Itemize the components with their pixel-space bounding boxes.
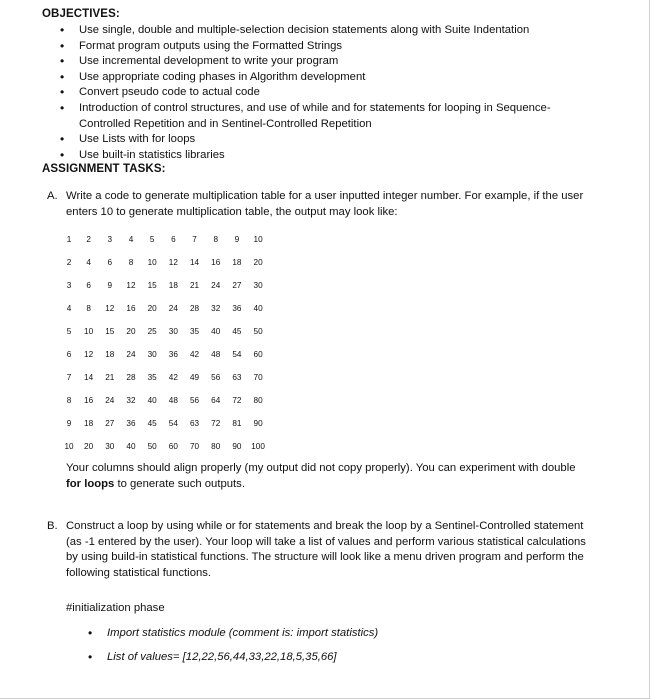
table-cell: 42: [189, 350, 200, 359]
table-cell: 16: [211, 258, 221, 267]
table-cell: 56: [189, 396, 200, 405]
table-cell: 8: [66, 396, 72, 405]
table-cell: 8: [213, 235, 218, 244]
table-cell: 72: [211, 419, 221, 428]
table-cell: 21: [189, 281, 200, 290]
table-cell: 20: [84, 442, 94, 451]
initialization-list: [88, 626, 378, 674]
table-cell: 30: [168, 327, 178, 336]
table-cell: 10: [84, 327, 94, 336]
table-cell: 24: [105, 396, 115, 405]
table-cell: 2: [66, 258, 72, 267]
table-cell: 63: [189, 419, 200, 428]
table-cell: 45: [232, 327, 242, 336]
table-cell: 18: [232, 258, 242, 267]
table-cell: 24: [211, 281, 221, 290]
table-cell: 8: [128, 258, 134, 267]
table-cell: 12: [84, 350, 94, 359]
table-cell: 54: [232, 350, 242, 359]
table-cell: 50: [147, 442, 157, 451]
task-b-line-3: by using build-in statistical functions. The structure will look like a menu driven program and perform the: [66, 551, 584, 564]
table-row: [60, 389, 269, 412]
table-cell: 32: [211, 304, 221, 313]
task-b-label: B.: [47, 520, 58, 532]
task-a-line-1: Write a code to generate multiplication table for a user inputted integer number. For example, if the user: [66, 190, 584, 202]
table-cell: 12: [126, 281, 136, 290]
list-item: • Use built-in statistics libraries: [60, 148, 620, 164]
table-cell: 9: [66, 419, 72, 428]
table-cell: 36: [168, 350, 178, 359]
table-row: [60, 251, 269, 274]
table-cell: 10: [64, 442, 74, 451]
table-cell: 90: [253, 419, 263, 428]
table-cell: 20: [253, 258, 263, 267]
table-cell: 21: [105, 373, 115, 382]
table-cell: 28: [126, 373, 136, 382]
table-cell: 70: [189, 442, 200, 451]
table-cell: 40: [253, 304, 263, 313]
table-cell: 4: [128, 235, 134, 244]
table-cell: 25: [147, 327, 157, 336]
table-cell: 16: [84, 396, 94, 405]
table-row: [60, 228, 269, 251]
task-a-line-2: enters 10 to generate multiplication table, the output may look like:: [66, 205, 398, 218]
table-cell: 49: [189, 373, 200, 382]
table-cell: 48: [168, 396, 178, 405]
table-cell: 40: [147, 396, 157, 405]
table-cell: 2: [86, 235, 91, 244]
assignment-heading: ASSIGNMENT TASKS:: [42, 163, 166, 175]
table-cell: 27: [105, 419, 115, 428]
list-item: • Convert pseudo code to actual code: [60, 85, 620, 101]
table-cell: 27: [232, 281, 242, 290]
table-cell: 30: [105, 442, 115, 451]
table-cell: 36: [126, 419, 136, 428]
table-cell: 6: [171, 235, 176, 244]
table-cell: 6: [86, 281, 91, 290]
table-cell: 8: [86, 304, 91, 313]
table-cell: 18: [168, 281, 178, 290]
table-cell: 36: [232, 304, 242, 313]
table-cell: 54: [168, 419, 178, 428]
table-cell: 28: [189, 304, 200, 313]
table-cell: 18: [84, 419, 94, 428]
table-cell: 7: [192, 235, 197, 244]
table-cell: 42: [168, 373, 178, 382]
table-cell: 24: [168, 304, 178, 313]
table-cell: 80: [211, 442, 221, 451]
table-row: [60, 320, 269, 343]
table-row: [60, 412, 269, 435]
table-cell: 63: [232, 373, 242, 382]
table-cell: 90: [232, 442, 242, 451]
task-a-label: A.: [47, 190, 58, 202]
table-cell: 15: [105, 327, 115, 336]
table-cell: 5: [66, 327, 72, 336]
list-item: • List of values= [12,22,56,44,33,22,18,5,35,66]: [88, 650, 378, 674]
objectives-list: [60, 23, 620, 163]
table-cell: 20: [147, 304, 157, 313]
table-cell: 10: [147, 258, 157, 267]
columns-note: Your columns should align properly (my output did not copy properly). You can experiment with double for loops to generate such outputs.: [66, 462, 576, 490]
table-cell: 40: [211, 327, 221, 336]
table-cell: 12: [168, 258, 178, 267]
table-cell: 24: [126, 350, 136, 359]
table-cell: 81: [232, 419, 242, 428]
table-cell: 56: [211, 373, 221, 382]
list-item: • Use Lists with for loops: [60, 132, 620, 148]
table-cell: 10: [253, 235, 263, 244]
multiplication-table: [60, 228, 269, 458]
table-row: [60, 366, 269, 389]
table-cell: 30: [253, 281, 263, 290]
table-cell: 32: [126, 396, 136, 405]
list-item: • Import statistics module (comment is: import statistics): [88, 626, 378, 650]
table-cell: 4: [86, 258, 91, 267]
table-cell: 9: [107, 281, 113, 290]
table-cell: 35: [147, 373, 157, 382]
table-cell: 9: [234, 235, 240, 244]
table-cell: 16: [126, 304, 136, 313]
table-cell: 7: [66, 373, 72, 382]
objectives-heading: OBJECTIVES:: [42, 8, 120, 20]
table-cell: 1: [66, 235, 72, 244]
table-cell: 64: [211, 396, 221, 405]
list-item: • Use single, double and multiple-selection decision statements along with Suite Indentation: [60, 23, 620, 39]
table-cell: 14: [84, 373, 94, 382]
table-cell: 40: [126, 442, 136, 451]
table-cell: 35: [189, 327, 200, 336]
table-cell: 6: [66, 350, 72, 359]
table-cell: 30: [147, 350, 157, 359]
table-cell: 100: [251, 442, 265, 451]
table-cell: 14: [189, 258, 200, 267]
table-cell: 80: [253, 396, 263, 405]
task-b-line-2: (as -1 entered by the user). Your loop will take a list of values and perform various statistical calculations: [66, 535, 586, 548]
table-cell: 18: [105, 350, 115, 359]
table-cell: 60: [253, 350, 263, 359]
table-cell: 48: [211, 350, 221, 359]
table-cell: 3: [66, 281, 72, 290]
table-row: [60, 274, 269, 297]
table-cell: 60: [168, 442, 178, 451]
table-cell: 3: [107, 235, 113, 244]
table-cell: 45: [147, 419, 157, 428]
table-row: [60, 343, 269, 366]
table-cell: 6: [107, 258, 113, 267]
table-cell: 5: [149, 235, 155, 244]
list-item: • Format program outputs using the Formatted Strings: [60, 39, 620, 55]
table-row: [60, 297, 269, 320]
task-b-line-4: following statistical functions.: [66, 566, 212, 579]
table-row: [60, 435, 269, 458]
list-item: • Use appropriate coding phases in Algorithm development: [60, 70, 620, 86]
table-cell: 15: [147, 281, 157, 290]
table-cell: 50: [253, 327, 263, 336]
table-cell: 4: [66, 304, 72, 313]
table-cell: 20: [126, 327, 136, 336]
table-cell: 12: [105, 304, 115, 313]
list-item: • Introduction of control structures, and use of while and for statements for looping in Sequence- Controlled Repetition and in Sentinel-Controlled Repetition: [60, 101, 620, 132]
task-b-line-1: Construct a loop by using while or for statements and break the loop by a Sentinel-Controlled statement: [66, 520, 584, 532]
table-cell: 72: [232, 396, 242, 405]
initialization-phase-label: #initialization phase: [66, 602, 165, 614]
table-cell: 70: [253, 373, 263, 382]
list-item: • Use incremental development to write your program: [60, 54, 620, 70]
